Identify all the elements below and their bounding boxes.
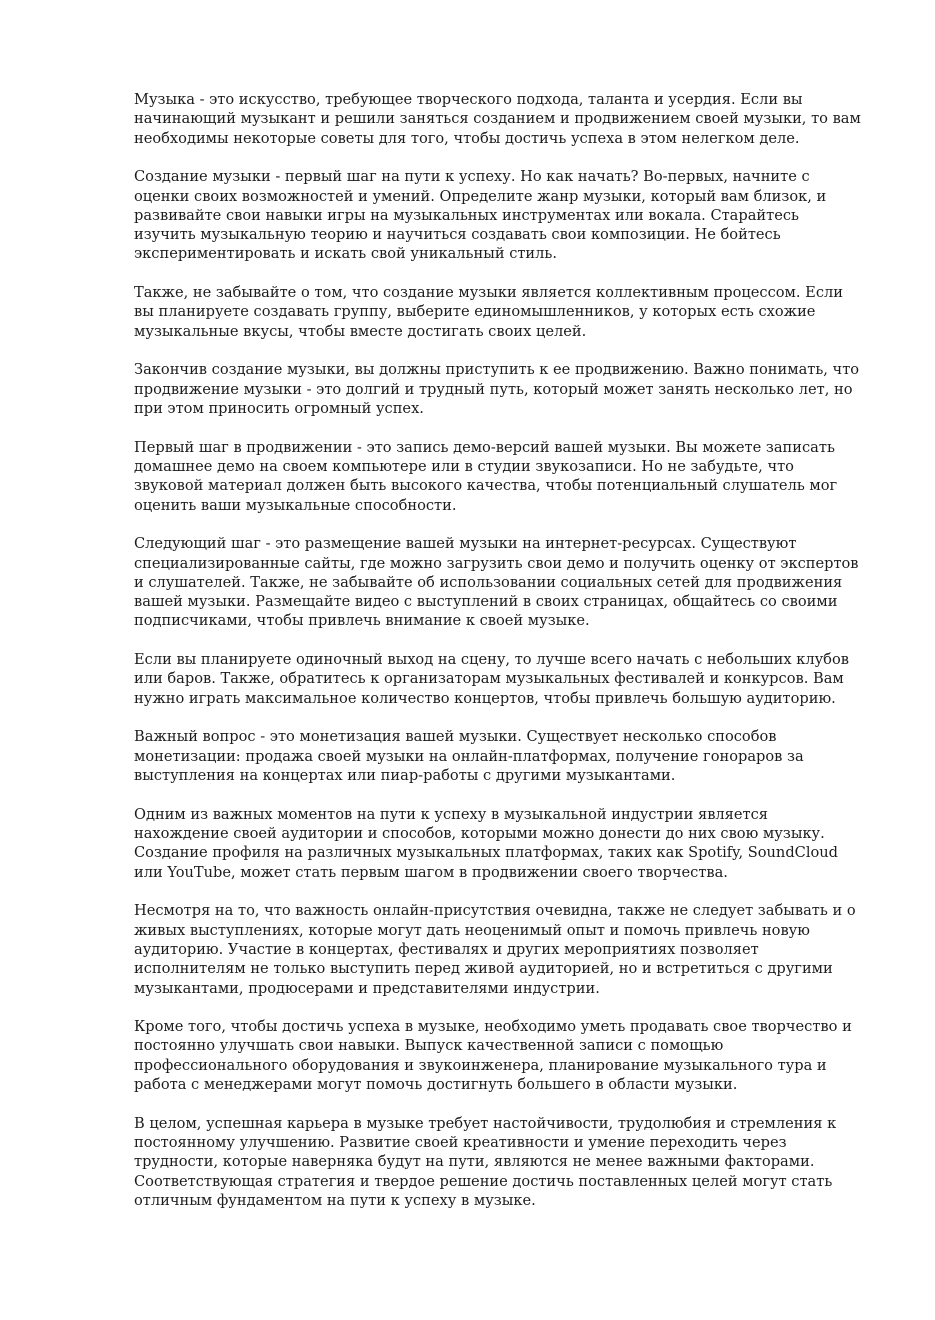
- paragraph: Создание музыки - первый шаг на пути к успеху. Но как начать? Во-первых, начните с оценки своих возможностей и умений. Определите жанр музыки, который вам близок, и развивайте свои навыки игры на музыкальных инструментах или вокала. Старайтесь изучить музыкальную теорию и научиться создавать свои композиции. Не бойтесь экспериментировать и искать свой уникальный стиль.: [134, 168, 827, 263]
- paragraph: Одним из важных моментов на пути к успеху в музыкальной индустрии является нахождение своей аудитории и способов, которыми можно донести до них свою музыку. Создание профиля на различных музыкальных платформах, таких как Spotify, SoundCloud или YouTube, может стать первым шагом в продвижении своего творчества.: [134, 805, 839, 881]
- paragraph: Первый шаг в продвижении - это запись демо-версий вашей музыки. Вы можете записать домашнее демо на своем компьютере или в студии звукозаписи. Но не забудьте, что звуковой материал должен быть высокого качества, чтобы потенциальный слушатель мог оценить ваши музыкальные способности.: [134, 438, 838, 514]
- paragraph: В целом, успешная карьера в музыке требует настойчивости, трудолюбия и стремления к постоянному улучшению. Развитие своей креативности и умение переходить через трудности, которые наверняка будут на пути, являются не менее важными факторами. Соответствующая стратегия и твердое решение достичь поставленных целей могут стать отличным фундаментом на пути к успеху в музыке.: [134, 1114, 837, 1209]
- paragraph: Кроме того, чтобы достичь успеха в музыке, необходимо уметь продавать свое творчество и постоянно улучшать свои навыки. Выпуск качественной записи с помощью профессионального оборудования и звукоинженера, планирование музыкального тура и работа с менеджерами могут помочь достигнуть большего в области музыки.: [134, 1018, 852, 1094]
- paragraph: Также, не забывайте о том, что создание музыки является коллективным процессом. Если вы планируете создавать группу, выберите единомышленников, у которых есть схожие музыкальные вкусы, чтобы вместе достигать своих целей.: [134, 284, 843, 340]
- paragraph: Если вы планируете одиночный выход на сцену, то лучше всего начать с небольших клубов или баров. Также, обратитесь к организаторам музыкальных фестивалей и конкурсов. Вам нужно играть максимальное количество концертов, чтобы привлечь большую аудиторию.: [134, 651, 849, 707]
- paragraph: Закончив создание музыки, вы должны приступить к ее продвижению. Важно понимать, что продвижение музыки - это долгий и трудный путь, который может занять несколько лет, но при этом приносить огромный успех.: [134, 361, 860, 418]
- paragraph: Несмотря на то, что важность онлайн-присутствия очевидна, также не следует забывать и о живых выступлениях, которые могут дать неоценимый опыт и помочь привлечь новую аудиторию. Участие в концертах, фестивалях и других мероприятиях позволяет исполнителям не только выступить перед живой аудиторией, но и встретиться с другими музыкантами, продюсерами и представителями индустрии.: [134, 902, 856, 997]
- paragraph: Следующий шаг - это размещение вашей музыки на интернет-ресурсах. Существуют специализированные сайты, где можно загрузить свои демо и получить оценку от экспертов и слушателей. Также, не забывайте об использовании социальных сетей для продвижения вашей музыки. Размещайте видео с выступлений в своих страницах, общайтесь со своими подписчиками, чтобы привлечь внимание к своей музыке.: [134, 535, 859, 630]
- paragraph: Важный вопрос - это монетизация вашей музыки. Существует несколько способов монетизации: продажа своей музыки на онлайн-платформах, получение гонораров за выступления на концертах или пиар-работы с другими музыкантами.: [134, 728, 804, 785]
- paragraph: Музыка - это искусство, требующее творческого подхода, таланта и усердия. Если вы начинающий музыкант и решили заняться созданием и продвижением своей музыки, то вам необходимы некоторые советы для того, чтобы достичь успеха в этом нелегком деле.: [134, 91, 861, 147]
- document-body: [134, 90, 864, 1230]
